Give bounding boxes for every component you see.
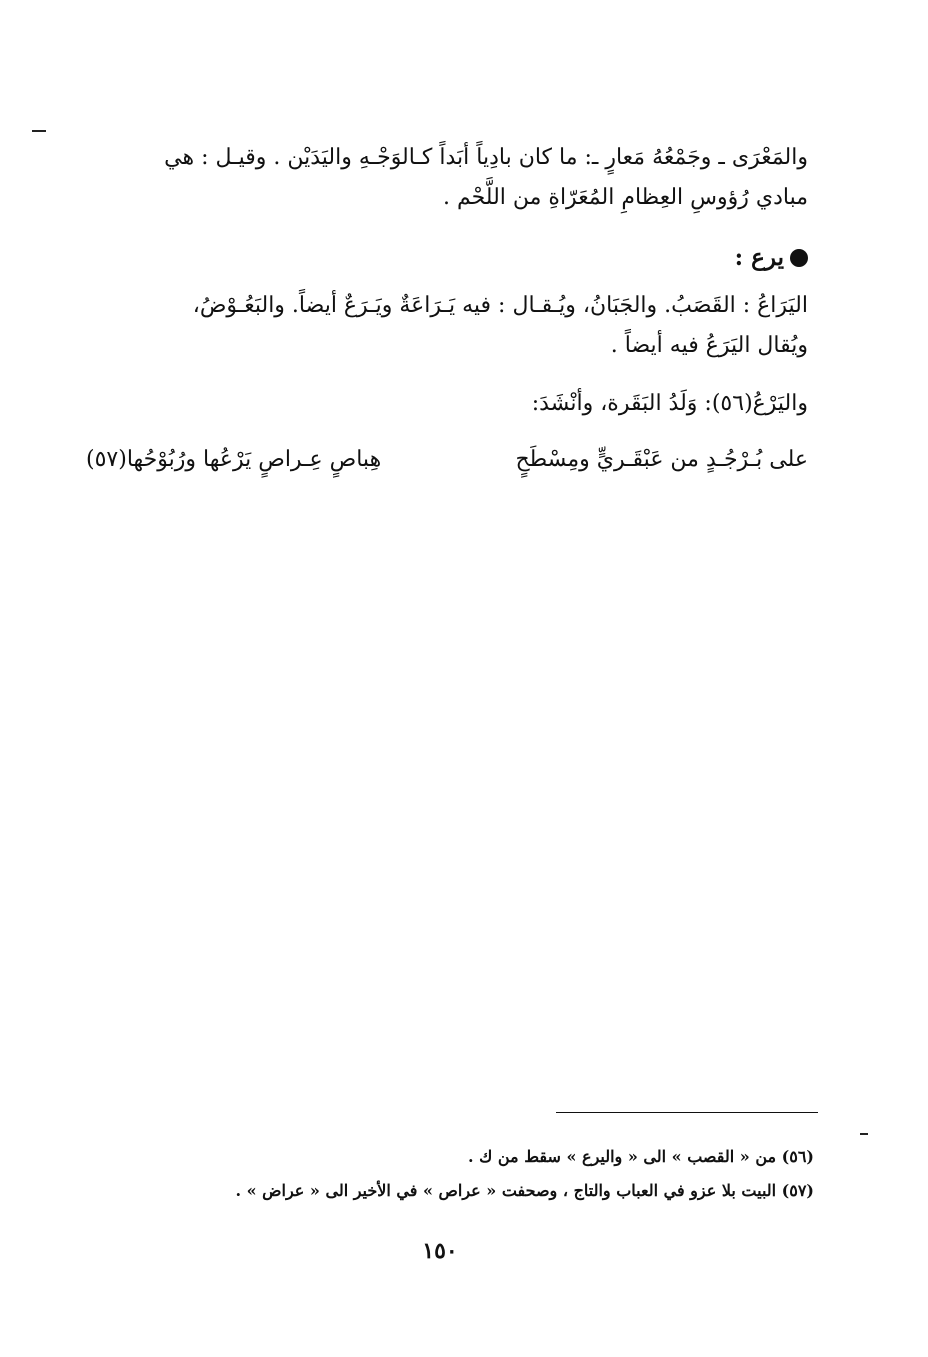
paragraph-1-line-1: والمَعْرَى ـ وجَمْعُهُ مَعارٍ ـ: ما كان بادِياً أبَداً كـالوَجْـهِ واليَدَيْن . وقيـل : هي [164, 145, 808, 170]
entry-heading-label: يرع : [734, 244, 784, 271]
margin-mark [860, 1133, 868, 1135]
bullet-icon [790, 249, 808, 267]
entry-heading [735, 238, 808, 278]
footnotes [180, 1140, 814, 1208]
verse-second-hemistich: هِباصٍ عِـراصٍ يَرْعُها ورُبُوْحُها(٥٧) [86, 447, 382, 472]
footnote-57: (٥٧) البيت بلا عزو في العباب والتاج ، وصحفت « عراص » في الأخير الى « عراض » . [235, 1181, 814, 1200]
footnote-56: (٥٦) من « القصب » الى « واليرع » سقط من ك . [467, 1147, 814, 1166]
paragraph-2-line-2: ويُقال اليَرَعُ فيه أيضاً . [610, 333, 808, 358]
paragraph-3-text: واليَرْعُ(٥٦): وَلَدُ البَقَرة، وأنْشَدَ: [531, 391, 808, 416]
paragraph-3 [86, 384, 808, 424]
paragraph-2-line-1: اليَرَاعُ : القَصَبُ. والجَبَانُ، ويُـقـال : فيه يَـرَاعَةٌ ويَـرَعٌ أيضاً. والبَعُـوْضُ، [192, 293, 808, 318]
paragraph-2 [86, 286, 808, 366]
footnote-divider [556, 1112, 818, 1113]
paragraph-1 [86, 138, 808, 218]
verse-first-hemistich: على بُـرْجُـدٍ من عَبْقَـريٍّ ومِسْطَحٍ [515, 447, 808, 472]
margin-mark [32, 130, 46, 132]
paragraph-1-line-2: مبادي رُؤوسِ العِظامِ المُعَرّاةِ من اللَّحْم . [442, 185, 808, 210]
page-number: ١٥٠ [422, 1238, 458, 1264]
